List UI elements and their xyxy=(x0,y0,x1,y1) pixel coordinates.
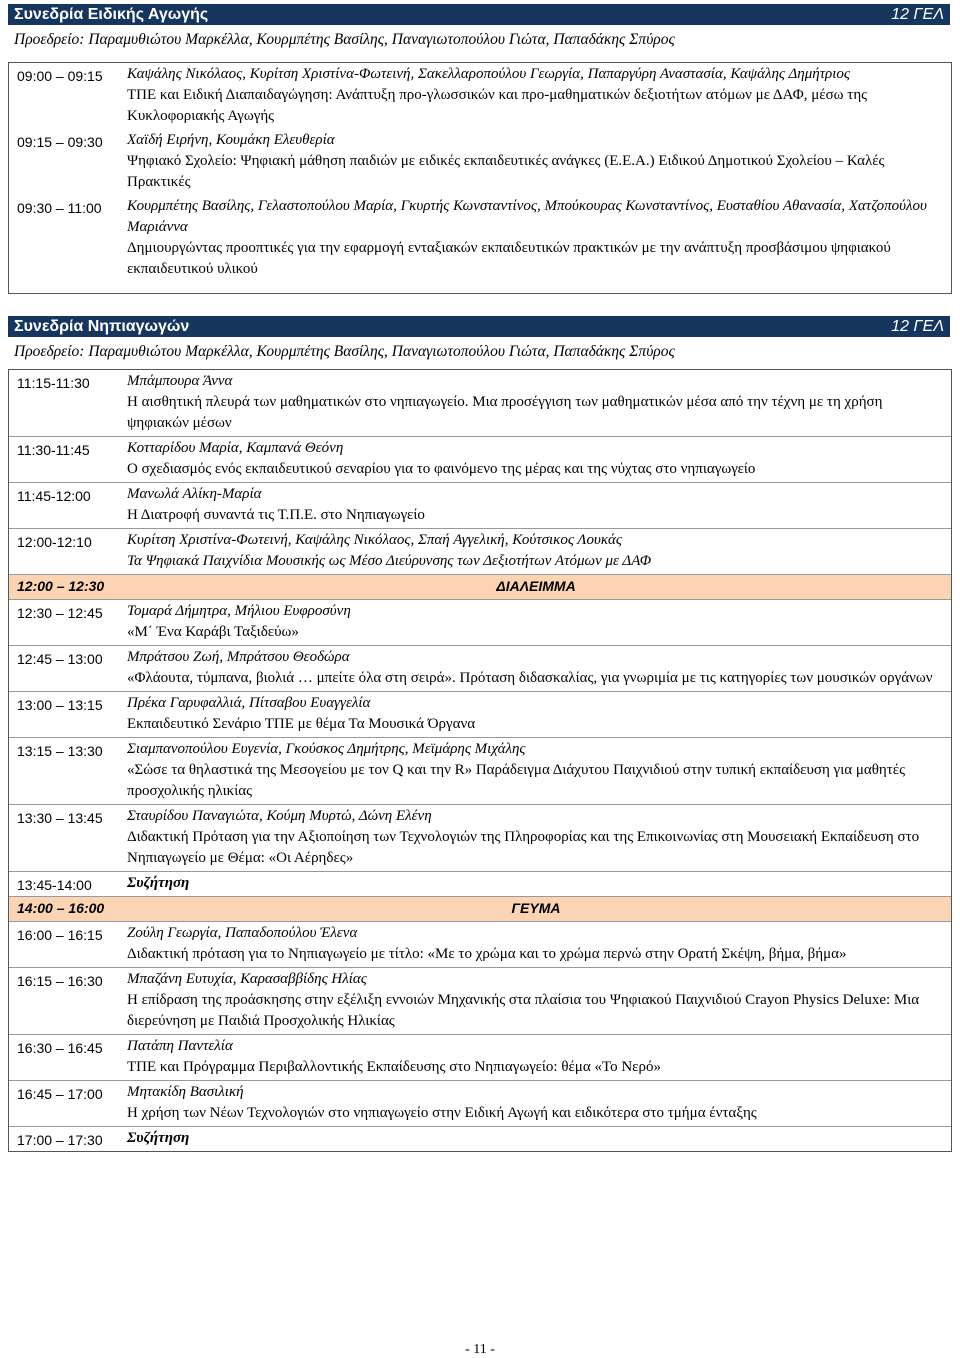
session-content xyxy=(123,195,951,282)
session-content xyxy=(123,646,951,691)
schedule-table xyxy=(8,369,952,1152)
time-slot: 16:00 – 16:15 xyxy=(17,927,103,943)
schedule-row xyxy=(9,968,951,1035)
section-header xyxy=(8,316,950,337)
session-content xyxy=(123,805,951,871)
session-content xyxy=(123,483,951,528)
session-content xyxy=(123,437,951,482)
time-slot: 17:00 – 17:30 xyxy=(17,1132,103,1148)
presenter-names: Μπράτσου Ζωή, Μπράτσου Θεοδώρα xyxy=(127,649,350,665)
time-slot: 14:00 – 16:00 xyxy=(17,900,105,916)
time-slot: 09:15 – 09:30 xyxy=(17,134,103,150)
schedule-row xyxy=(9,738,951,805)
presentation-title: Η χρήση των Νέων Τεχνολογιών στο νηπιαγωγείο στην Ειδική Αγωγή και ειδικότερα στο τμήμα ένταξης xyxy=(127,1105,757,1121)
page-number: - 11 - xyxy=(465,1342,495,1357)
presentation-title: Εκπαιδευτικό Σενάριο ΤΠΕ με θέμα Τα Μουσικά Όργανα xyxy=(127,716,476,732)
section-room: 12 ΓΕΛ xyxy=(891,5,944,23)
presenter-names: Μανωλά Αλίκη-Μαρία xyxy=(127,486,262,502)
presenter-names: Μπάμπουρα Άννα xyxy=(127,373,233,389)
session-content xyxy=(123,738,951,804)
presenter-names: Κυρίτση Χριστίνα-Φωτεινή, Καψάλης Νικόλαος, Σπαή Αγγελική, Κούτσικος Λουκάς xyxy=(127,532,623,548)
break-label: ΔΙΑΛΕΙΜΜΑ xyxy=(496,578,576,594)
time-slot: 16:30 – 16:45 xyxy=(17,1040,103,1056)
schedule-row xyxy=(9,195,951,282)
presenter-names: Σιαμπανοπούλου Ευγενία, Γκούσκος Δημήτρης, Μεϊμάρης Μιχάλης xyxy=(127,741,526,757)
schedule-row xyxy=(9,529,951,575)
presentation-title: Τα Ψηφιακά Παιχνίδια Μουσικής ως Μέσο Διεύρυνσης των Δεξιοτήτων Ατόμων με ΔΑΦ xyxy=(127,553,652,569)
schedule-row xyxy=(9,1035,951,1081)
presentation-title: Δημιουργώντας προοπτικές για την εφαρμογή ενταξιακών εκπαιδευτικών πρακτικών με την ανάπτυξη προσβάσιμου ψηφιακού εκπαιδευτικού υλικού xyxy=(127,240,891,277)
presentation-title: Ο σχεδιασμός ενός εκπαιδευτικού σεναρίου για το φαινόμενο της μέρας και της νύχτας στο νηπιαγωγείο xyxy=(127,461,756,477)
session-content xyxy=(123,600,951,645)
session-content xyxy=(123,692,951,737)
schedule-row xyxy=(9,646,951,692)
schedule-row xyxy=(9,129,951,195)
time-slot: 12:45 – 13:00 xyxy=(17,651,103,667)
discussion-label: Συζήτηση xyxy=(127,875,190,891)
time-slot: 12:30 – 12:45 xyxy=(17,605,103,621)
session-content xyxy=(123,922,951,967)
schedule-row xyxy=(9,805,951,872)
time-slot: 09:30 – 11:00 xyxy=(17,200,102,216)
break-row xyxy=(9,897,951,922)
time-slot: 13:15 – 13:30 xyxy=(17,743,103,759)
section-chairs: Προεδρείο: Παραμυθιώτου Μαρκέλλα, Κουρμπέτης Βασίλης, Παναγιωτοπούλου Γιώτα, Παπαδάκης Σπύρος xyxy=(14,31,675,48)
schedule-row xyxy=(9,600,951,646)
schedule-row xyxy=(9,1081,951,1127)
presenter-names: Τομαρά Δήμητρα, Μήλιου Ευφροσύνη xyxy=(127,603,351,619)
discussion-label: Συζήτηση xyxy=(127,1130,190,1146)
session-content xyxy=(123,1127,951,1151)
break-row xyxy=(9,575,951,600)
time-slot: 13:30 – 13:45 xyxy=(17,810,103,826)
presentation-title: «Μ΄ Ένα Καράβι Ταξιδεύω» xyxy=(127,624,299,640)
presentation-title: Διδακτική Πρόταση για την Αξιοποίηση των Τεχνολογιών της Πληροφορίας και της Επικοινωνίας στη Μουσειακή Εκπαίδευση στο Νηπιαγωγείο με Θέμα: «Οι Αέρηδες» xyxy=(127,829,920,866)
time-slot: 16:45 – 17:00 xyxy=(17,1086,103,1102)
presenter-names: Μπαζάνη Ευτυχία, Καρασαββίδης Ηλίας xyxy=(127,971,367,987)
session-content xyxy=(123,529,951,574)
section-title: Συνεδρία Νηπιαγωγών xyxy=(14,317,190,335)
section-room: 12 ΓΕΛ xyxy=(891,317,944,335)
schedule-row xyxy=(9,922,951,968)
presentation-title: ΤΠΕ και Πρόγραμμα Περιβαλλοντικής Εκπαίδευσης στο Νηπιαγωγείο: θέμα «Το Νερό» xyxy=(127,1059,661,1075)
schedule-row xyxy=(9,370,951,437)
presenter-names: Σταυρίδου Παναγιώτα, Κούμη Μυρτώ, Δώνη Ελένη xyxy=(127,808,432,824)
section-header xyxy=(8,4,950,25)
schedule-row xyxy=(9,63,951,129)
time-slot: 13:45-14:00 xyxy=(17,877,92,893)
schedule-table xyxy=(8,62,952,294)
presenter-names: Κουρμπέτης Βασίλης, Γελαστοπούλου Μαρία, Γκυρτής Κωνσταντίνος, Μπούκουρας Κωνσταντίνος, Ευσταθίου Αθανασία, Χατζοπούλου Μαριάννα xyxy=(127,198,927,235)
schedule-row xyxy=(9,437,951,483)
presentation-title: Η Διατροφή συναντά τις Τ.Π.Ε. στο Νηπιαγωγείο xyxy=(127,507,425,523)
schedule-row xyxy=(9,1127,951,1151)
time-slot: 12:00 – 12:30 xyxy=(17,578,105,594)
presentation-title: Η επίδραση της προάσκησης στην εξέλιξη εννοιών Μηχανικής στα πλαίσια του Ψηφιακού Παιχνιδιού Crayon Physics Deluxe: Μια διερεύνηση με Παιδιά Προσχολικής Ηλικίας xyxy=(127,992,920,1029)
session-content xyxy=(123,1081,951,1126)
session-content xyxy=(123,63,951,129)
session-content xyxy=(123,370,951,436)
session-content xyxy=(123,968,951,1034)
presentation-title: Η αισθητική πλευρά των μαθηματικών στο νηπιαγωγείο. Μια προσέγγιση των μαθηματικών μέσα από την τέχνη με τη χρήση ψηφιακών μέσων xyxy=(127,394,883,431)
time-slot: 16:15 – 16:30 xyxy=(17,973,103,989)
time-slot: 11:30-11:45 xyxy=(17,442,90,458)
presenter-names: Χαϊδή Ειρήνη, Κουμάκη Ελευθερία xyxy=(127,132,335,148)
schedule-row xyxy=(9,692,951,738)
presenter-names: Ζούλη Γεωργία, Παπαδοπούλου Έλενα xyxy=(127,925,358,941)
presenter-names: Πρέκα Γαρυφαλλιά, Πίτσαβου Ευαγγελία xyxy=(127,695,371,711)
break-label: ΓΕΥΜΑ xyxy=(511,900,561,916)
section-title: Συνεδρία Ειδικής Αγωγής xyxy=(14,5,209,23)
time-slot: 11:45-12:00 xyxy=(17,488,91,504)
section-chairs: Προεδρείο: Παραμυθιώτου Μαρκέλλα, Κουρμπέτης Βασίλης, Παναγιωτοπούλου Γιώτα, Παπαδάκης Σπύρος xyxy=(14,343,675,360)
session-content xyxy=(123,129,951,195)
presentation-title: «Φλάουτα, τύμπανα, βιολιά … μπείτε όλα στη σειρά». Πρόταση διδασκαλίας, για γνωριμία με τις κατηγορίες των μουσικών οργάνων xyxy=(127,670,933,686)
schedule-row xyxy=(9,483,951,529)
presentation-title: Διδακτική πρόταση για το Νηπιαγωγείο με τίτλο: «Με το χρώμα και το χρώμα περνώ στην Ορατή Σκέψη, βήμα, βήμα» xyxy=(127,946,847,962)
presentation-title: «Σώσε τα θηλαστικά της Μεσογείου με τον Q και την R» Παράδειγμα Διάχυτου Παιχνιδιού στην τυπική εκπαίδευση για μαθητές προσχολικής ηλικίας xyxy=(127,762,906,799)
presentation-title: ΤΠΕ και Ειδική Διαπαιδαγώγηση: Ανάπτυξη προ-γλωσσικών και προ-μαθηματικών δεξιοτήτων ατόμων με ΔΑΦ, μέσω της Κυκλοφοριακής Αγωγής xyxy=(127,87,868,124)
presentation-title: Ψηφιακό Σχολείο: Ψηφιακή μάθηση παιδιών με ειδικές εκπαιδευτικές ανάγκες (Ε.Ε.Α.) Ειδικού Δημοτικού Σχολείου – Καλές Πρακτικές xyxy=(127,153,885,190)
session-content xyxy=(123,872,951,896)
session-content xyxy=(123,1035,951,1080)
time-slot: 09:00 – 09:15 xyxy=(17,68,103,84)
presenter-names: Κοτταρίδου Μαρία, Καμπανά Θεόνη xyxy=(127,440,344,456)
time-slot: 11:15-11:30 xyxy=(17,375,90,391)
schedule-row xyxy=(9,872,951,897)
presenter-names: Καψάλης Νικόλαος, Κυρίτση Χριστίνα-Φωτεινή, Σακελλαροπούλου Γεωργία, Παπαργύρη Αναστασία, Καψάλης Δημήτριος xyxy=(127,66,851,82)
presenter-names: Πατάπη Παντελία xyxy=(127,1038,233,1054)
presenter-names: Μητακίδη Βασιλική xyxy=(127,1084,244,1100)
time-slot: 12:00-12:10 xyxy=(17,534,92,550)
time-slot: 13:00 – 13:15 xyxy=(17,697,103,713)
